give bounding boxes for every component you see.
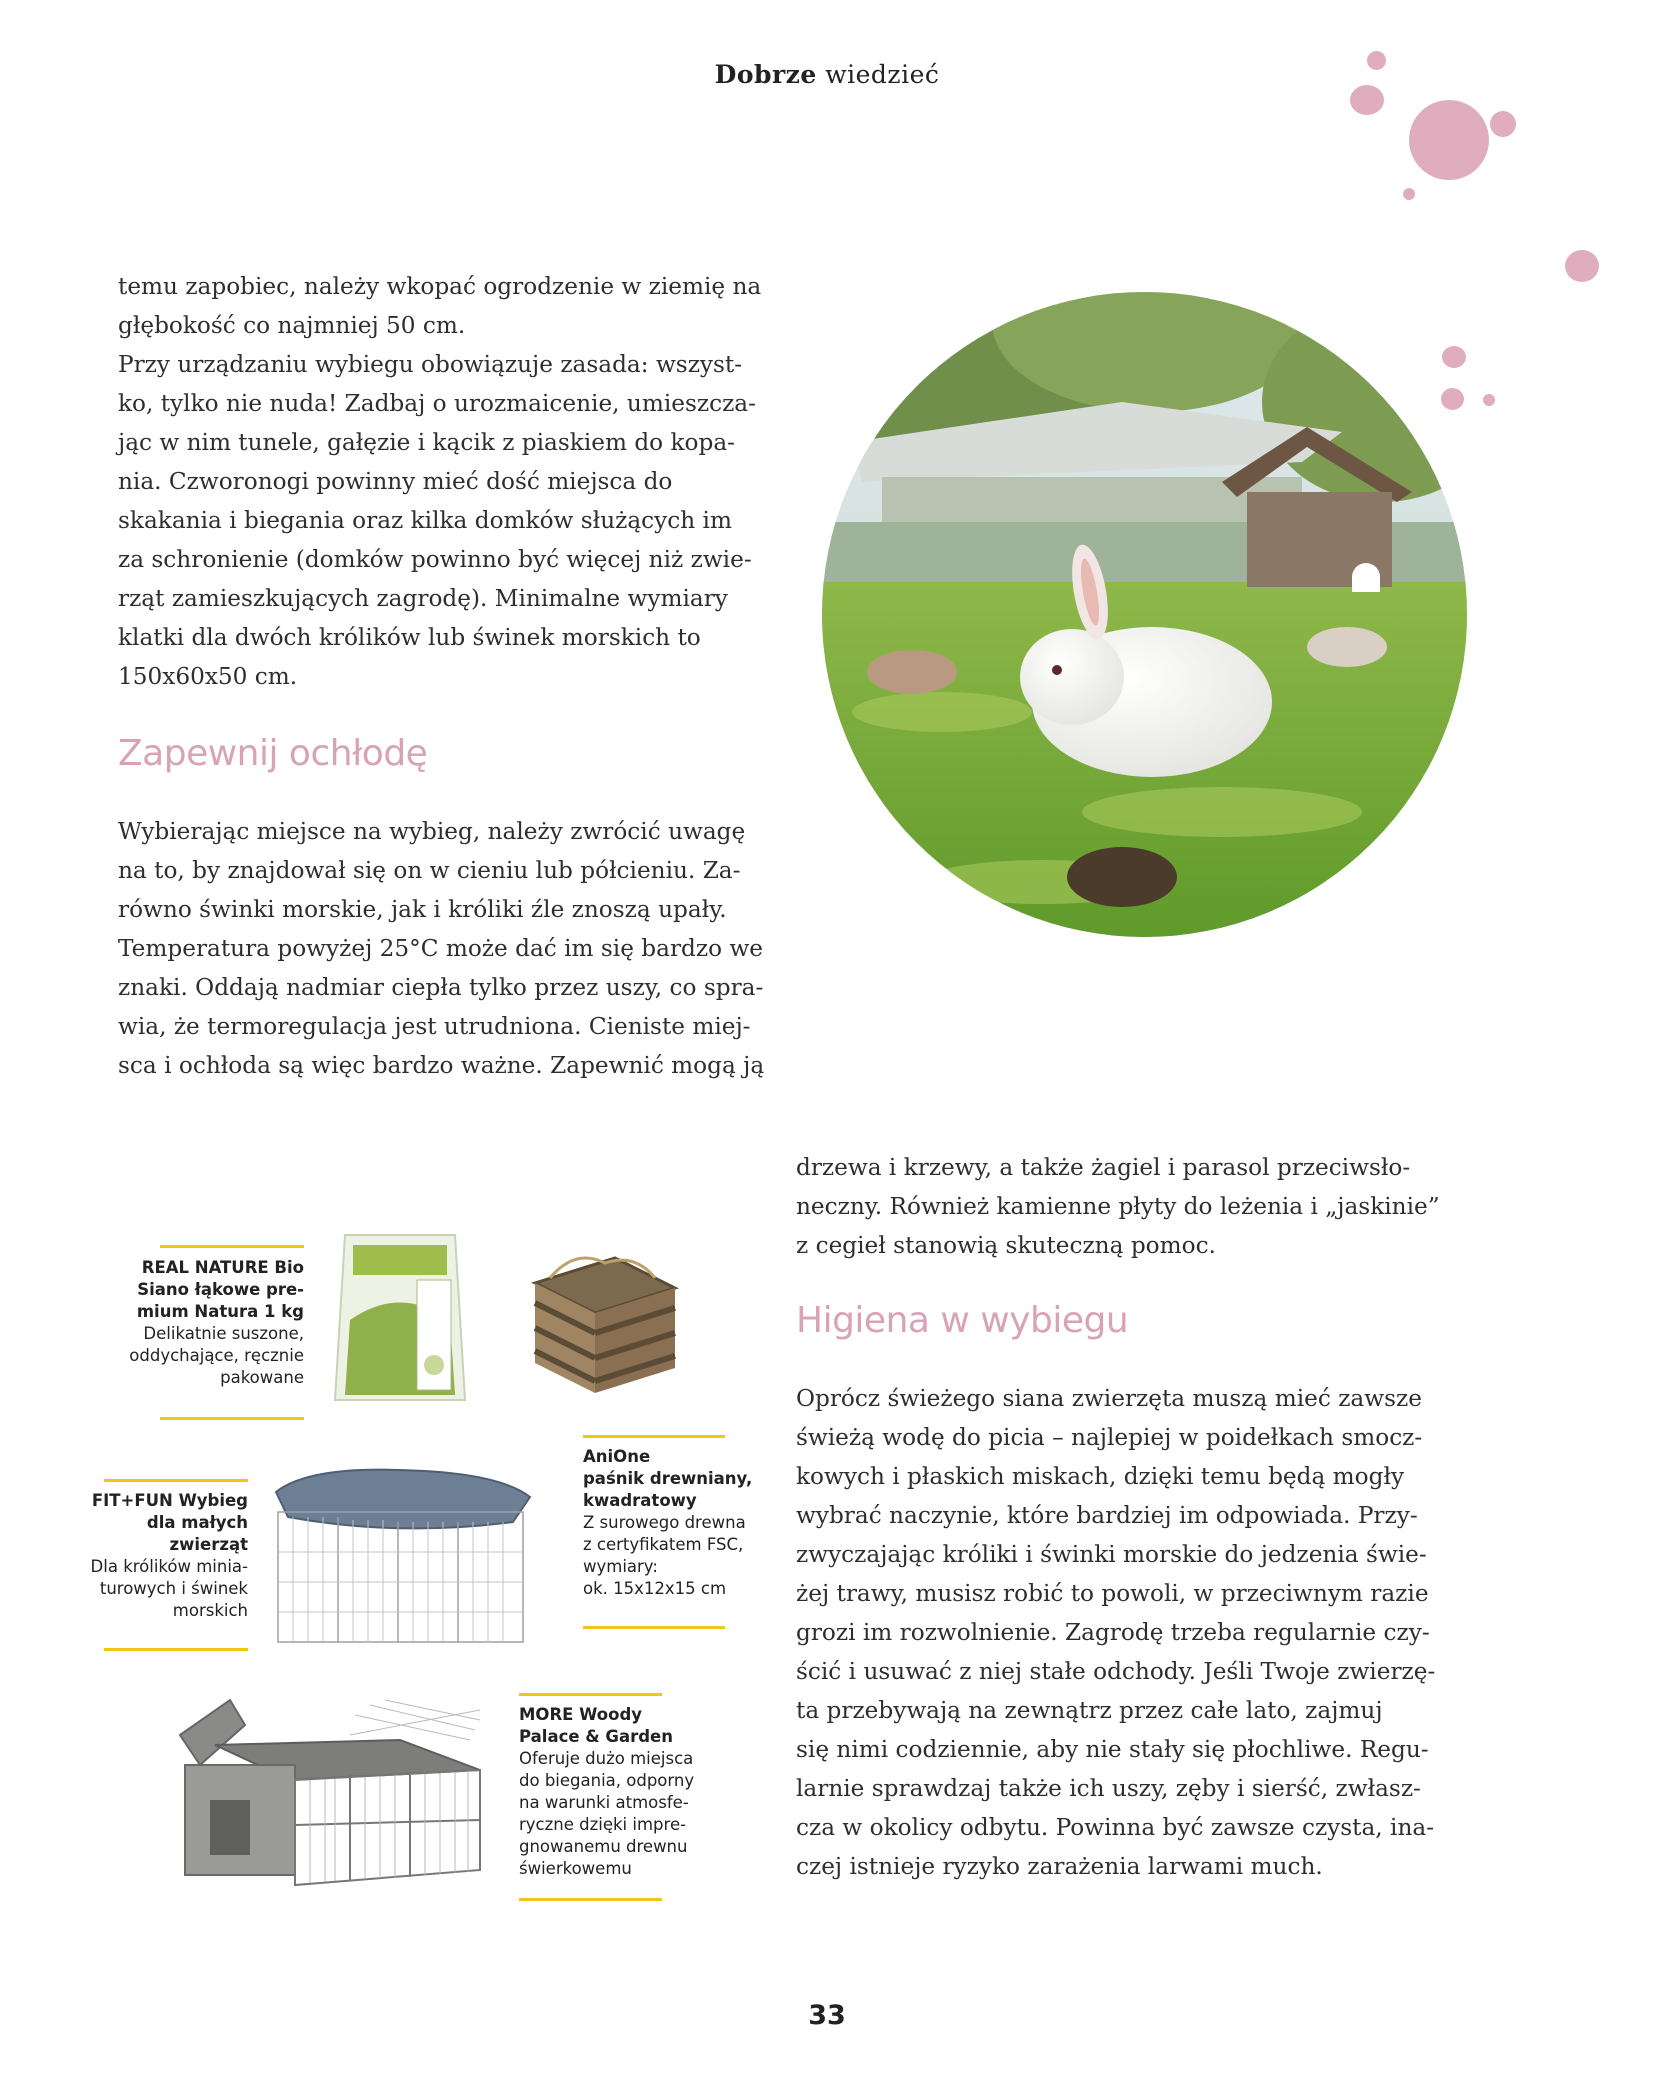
product-desc-line: Delikatnie suszone, xyxy=(143,1324,304,1343)
text-line: czej istnieje ryzyko zarażenia larwami much. xyxy=(796,1853,1323,1880)
product-desc-line: z certyfikatem FSC, xyxy=(583,1535,744,1554)
text-line: świeżą wodę do picia – najlepiej w poidełkach smocz- xyxy=(796,1424,1423,1451)
text-line: rząt zamieszkujących zagrodę). Minimalne wymiary xyxy=(118,585,728,612)
wooden-hay-feeder-image xyxy=(495,1243,695,1403)
running-header xyxy=(0,60,1654,89)
product-desc-line: Z surowego drewna xyxy=(583,1513,746,1532)
section-heading-hygiene: Higiena w wybiegu xyxy=(796,1300,1129,1341)
product-desc-line: pakowane xyxy=(220,1368,304,1387)
product-name-line: dla małych xyxy=(146,1513,248,1532)
page-number: 33 xyxy=(808,2000,846,2031)
product-rule xyxy=(583,1626,725,1629)
product-desc-line: turowych i świnek xyxy=(99,1579,248,1598)
product-desc-line: wymiary: xyxy=(583,1557,658,1576)
text-line: 150x60x50 cm. xyxy=(118,663,298,690)
text-line: zwyczajając króliki i świnki morskie do jedzenia świe- xyxy=(796,1541,1427,1568)
playpen-image xyxy=(268,1462,538,1652)
rabbit-garden-photo xyxy=(822,292,1467,937)
product-rule xyxy=(104,1479,248,1482)
product-playpen-label xyxy=(60,1490,248,1622)
product-desc-line: ryczne dzięki impre- xyxy=(519,1815,687,1834)
product-name-line: AniOne xyxy=(583,1447,651,1466)
product-name-line: Palace & Garden xyxy=(519,1727,673,1746)
text-line: wybrać naczynie, które bardziej im odpowiada. Przy- xyxy=(796,1502,1418,1529)
text-line: nia. Czworonogi powinny mieć dość miejsca do xyxy=(118,468,673,495)
text-line: grozi im rozwolnienie. Zagrodę trzeba regularnie czy- xyxy=(796,1619,1430,1646)
text-line: larnie sprawdzaj także ich uszy, zęby i sierść, zwłasz- xyxy=(796,1775,1421,1802)
text-line: ścić i usuwać z niej stałe odchody. Jeśli Twoje zwierzę- xyxy=(796,1658,1436,1685)
text-line: Oprócz świeżego siana zwierzęta muszą mieć zawsze xyxy=(796,1385,1422,1412)
product-desc-line: oddychające, ręcznie xyxy=(129,1346,304,1365)
text-line: kowych i płaskich miskach, dzięki temu będą mogły xyxy=(796,1463,1405,1490)
section-heading-cooling: Zapewnij ochłodę xyxy=(118,733,428,774)
column2-text xyxy=(796,1148,1440,1265)
product-name-line: zwierząt xyxy=(169,1535,248,1554)
hutch-image xyxy=(170,1695,495,1895)
product-rule xyxy=(160,1245,304,1248)
product-feeder-label xyxy=(583,1446,763,1600)
product-rule xyxy=(583,1435,725,1438)
text-line: Temperatura powyżej 25°C może dać im się bardzo we xyxy=(118,935,764,962)
text-line: Wybierając miejsce na wybieg, należy zwrócić uwagę xyxy=(118,818,746,845)
text-line: wia, że termoregulacja jest utrudniona. Cieniste miej- xyxy=(118,1013,751,1040)
text-line: znaki. Oddają nadmiar ciepła tylko przez uszy, co spra- xyxy=(118,974,764,1001)
text-line: ta przebywają na zewnątrz przez całe lato, zajmuj xyxy=(796,1697,1383,1724)
header-rest: wiedzieć xyxy=(825,60,940,89)
text-line: drzewa i krzewy, a także żagiel i parasol przeciwsło- xyxy=(796,1154,1411,1181)
product-desc-line: Oferuje dużo miejsca xyxy=(519,1749,694,1768)
text-line: temu zapobiec, należy wkopać ogrodzenie w ziemię na xyxy=(118,273,762,300)
column1-text xyxy=(118,267,761,696)
header-bold: Dobrze xyxy=(714,60,817,89)
product-desc-line: Dla królików minia- xyxy=(90,1557,248,1576)
product-desc-line: do biegania, odporny xyxy=(519,1771,695,1790)
text-line: skakania i biegania oraz kilka domków służących im xyxy=(118,507,732,534)
product-rule xyxy=(519,1898,662,1901)
text-line: na to, by znajdował się on w cieniu lub półcieniu. Za- xyxy=(118,857,741,884)
text-line: z cegieł stanowią skuteczną pomoc. xyxy=(796,1232,1216,1259)
product-hay-label xyxy=(100,1257,304,1389)
product-rule xyxy=(519,1693,662,1696)
text-line: Przy urządzaniu wybiegu obowiązuje zasada: wszyst- xyxy=(118,351,743,378)
product-name-line: mium Natura 1 kg xyxy=(136,1302,304,1321)
product-desc-line: gnowanemu drewnu xyxy=(519,1837,688,1856)
text-line: cza w okolicy odbytu. Powinna być zawsze czysta, ina- xyxy=(796,1814,1435,1841)
hay-bag-image xyxy=(325,1225,475,1410)
product-hutch-label xyxy=(519,1704,719,1880)
product-desc-line: na warunki atmosfe- xyxy=(519,1793,689,1812)
text-line: jąc w nim tunele, gałęzie i kącik z piaskiem do kopa- xyxy=(118,429,736,456)
text-line: klatki dla dwóch królików lub świnek morskich to xyxy=(118,624,701,651)
product-name-line: REAL NATURE Bio xyxy=(141,1258,304,1277)
product-rule xyxy=(104,1648,248,1651)
text-line: sca i ochłoda są więc bardzo ważne. Zapewnić mogą ją xyxy=(118,1052,765,1079)
product-name-line: Siano łąkowe pre- xyxy=(137,1280,304,1299)
text-line: głębokość co najmniej 50 cm. xyxy=(118,312,466,339)
product-name-line: paśnik drewniany, xyxy=(583,1469,753,1488)
text-line: ko, tylko nie nuda! Zadbaj o urozmaicenie, umieszcza- xyxy=(118,390,756,417)
text-line: się nimi codziennie, aby nie stały się płochliwe. Regu- xyxy=(796,1736,1429,1763)
text-line: za schronienie (domków powinno być więcej niż zwie- xyxy=(118,546,752,573)
product-name-line: MORE Woody xyxy=(519,1705,643,1724)
section1-text xyxy=(118,812,764,1085)
product-name-line: FIT+FUN Wybieg xyxy=(91,1491,248,1510)
text-line: równo świnki morskie, jak i króliki źle znoszą upały. xyxy=(118,896,727,923)
section2-text xyxy=(796,1379,1435,1886)
product-desc-line: ok. 15x12x15 cm xyxy=(583,1579,727,1598)
product-desc-line: morskich xyxy=(172,1601,248,1620)
text-line: żej trawy, musisz robić to powoli, w przeciwnym razie xyxy=(796,1580,1429,1607)
text-line: neczny. Również kamienne płyty do leżenia i „jaskinie” xyxy=(796,1193,1440,1220)
product-desc-line: świerkowemu xyxy=(519,1859,632,1878)
product-rule xyxy=(160,1417,304,1420)
product-name-line: kwadratowy xyxy=(583,1491,697,1510)
